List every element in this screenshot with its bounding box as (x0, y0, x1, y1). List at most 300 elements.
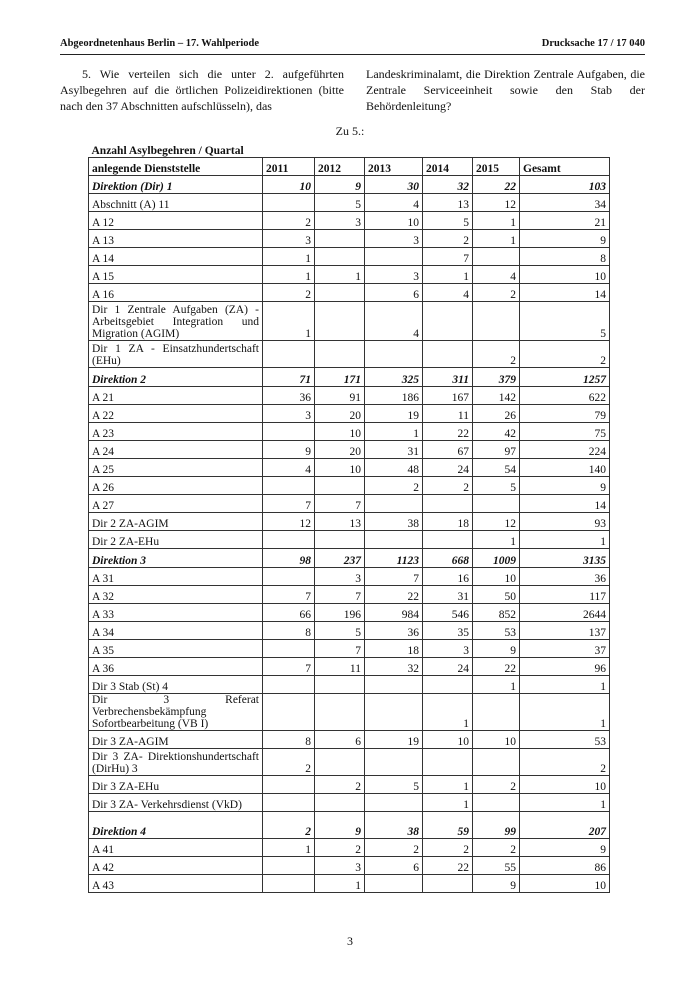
cell-value: 3 (365, 230, 423, 248)
cell-value: 379 (473, 368, 520, 387)
cell-value: 7 (263, 658, 315, 676)
table-row (89, 857, 610, 875)
cell-value: 6 (365, 857, 423, 875)
table-row (89, 230, 610, 248)
row-label: A 23 (89, 423, 263, 441)
cell-value: 59 (423, 812, 473, 839)
cell-value: 9 (315, 812, 365, 839)
table-row (89, 622, 610, 640)
cell-value: 22 (423, 857, 473, 875)
cell-value (263, 794, 315, 812)
cell-value: 14 (520, 284, 610, 302)
cell-value: 3 (315, 212, 365, 230)
cell-value: 8 (263, 731, 315, 749)
cell-value: 1 (263, 266, 315, 284)
cell-value (315, 477, 365, 495)
cell-value: 4 (365, 302, 423, 341)
column-header: 2013 (365, 158, 423, 176)
row-label: A 35 (89, 640, 263, 658)
cell-value: 237 (315, 549, 365, 568)
cell-value: 7 (315, 495, 365, 513)
cell-value (315, 284, 365, 302)
row-label: A 41 (89, 839, 263, 857)
cell-value: 9 (473, 640, 520, 658)
cell-value: 984 (365, 604, 423, 622)
table-row (89, 266, 610, 284)
cell-value: 2 (473, 284, 520, 302)
question-text-right (366, 66, 645, 114)
cell-value: 6 (365, 284, 423, 302)
cell-value (365, 341, 423, 368)
question-text-left (60, 66, 344, 114)
table-row (89, 477, 610, 495)
cell-value: 1 (263, 302, 315, 341)
cell-value: 3135 (520, 549, 610, 568)
table-row (89, 676, 610, 694)
row-label: Direktion 2 (89, 368, 263, 387)
cell-value: 3 (263, 405, 315, 423)
cell-value: 34 (520, 194, 610, 212)
cell-value: 2 (263, 212, 315, 230)
row-label: Direktion 3 (89, 549, 263, 568)
cell-value: 4 (473, 266, 520, 284)
row-label: A 32 (89, 586, 263, 604)
table-row (89, 568, 610, 586)
cell-value (473, 248, 520, 266)
cell-value: 38 (365, 812, 423, 839)
table-title-row (89, 140, 610, 158)
row-label: A 16 (89, 284, 263, 302)
row-label: Dir 3 ZA- Direktionshundertschaft (DirHu) 3 (89, 749, 263, 776)
cell-value: 10 (520, 875, 610, 893)
row-label: Direktion 4 (89, 812, 263, 839)
cell-value (315, 694, 365, 731)
cell-value: 97 (473, 441, 520, 459)
question-number: 5. (82, 67, 91, 81)
cell-value (365, 531, 423, 549)
cell-value: 2 (263, 284, 315, 302)
table-row (89, 194, 610, 212)
cell-value: 224 (520, 441, 610, 459)
cell-value: 2 (263, 749, 315, 776)
cell-value: 32 (365, 658, 423, 676)
cell-value: 10 (315, 423, 365, 441)
cell-value: 53 (520, 731, 610, 749)
table-row (89, 513, 610, 531)
cell-value: 546 (423, 604, 473, 622)
table-row (89, 248, 610, 266)
table-row (89, 368, 610, 387)
cell-value: 86 (520, 857, 610, 875)
row-label: Dir 3 ZA-EHu (89, 776, 263, 794)
cell-value: 19 (365, 405, 423, 423)
cell-value: 5 (520, 302, 610, 341)
cell-value: 48 (365, 459, 423, 477)
page-number: 3 (347, 934, 353, 948)
row-label: A 14 (89, 248, 263, 266)
page-header (60, 38, 645, 55)
cell-value: 3 (263, 230, 315, 248)
cell-value: 37 (520, 640, 610, 658)
cell-value (263, 477, 315, 495)
cell-value: 1 (263, 839, 315, 857)
cell-value: 10 (423, 731, 473, 749)
cell-value: 10 (473, 568, 520, 586)
column-header: 2012 (315, 158, 365, 176)
cell-value: 7 (423, 248, 473, 266)
cell-value (365, 694, 423, 731)
cell-value: 196 (315, 604, 365, 622)
cell-value: 852 (473, 604, 520, 622)
cell-value: 24 (423, 658, 473, 676)
cell-value (365, 749, 423, 776)
cell-value: 10 (365, 212, 423, 230)
cell-value: 5 (365, 776, 423, 794)
cell-value: 22 (473, 176, 520, 194)
cell-value: 36 (365, 622, 423, 640)
cell-value: 16 (423, 568, 473, 586)
cell-value: 2 (365, 839, 423, 857)
cell-value: 10 (473, 731, 520, 749)
cell-value (263, 776, 315, 794)
cell-value: 96 (520, 658, 610, 676)
cell-value: 668 (423, 549, 473, 568)
cell-value: 2644 (520, 604, 610, 622)
cell-value: 207 (520, 812, 610, 839)
cell-value: 79 (520, 405, 610, 423)
table-row (89, 604, 610, 622)
cell-value: 6 (315, 731, 365, 749)
table-row (89, 176, 610, 194)
cell-value: 1009 (473, 549, 520, 568)
header-parliament: Abgeordnetenhaus Berlin – 17. Wahlperiode (60, 38, 260, 49)
cell-value (423, 676, 473, 694)
column-header: 2011 (263, 158, 315, 176)
cell-value: 2 (473, 776, 520, 794)
cell-value: 22 (365, 586, 423, 604)
table-row (89, 405, 610, 423)
cell-value (423, 749, 473, 776)
cell-value: 32 (423, 176, 473, 194)
cell-value: 11 (423, 405, 473, 423)
table-row (89, 640, 610, 658)
cell-value (423, 495, 473, 513)
row-label: A 31 (89, 568, 263, 586)
cell-value (365, 495, 423, 513)
table-row (89, 549, 610, 568)
cell-value: 7 (263, 495, 315, 513)
cell-value (263, 194, 315, 212)
cell-value: 12 (473, 194, 520, 212)
cell-value: 13 (315, 513, 365, 531)
table-row (89, 749, 610, 776)
cell-value: 4 (365, 194, 423, 212)
cell-value: 8 (520, 248, 610, 266)
row-label: A 26 (89, 477, 263, 495)
cell-value: 3 (423, 640, 473, 658)
cell-value: 71 (263, 368, 315, 387)
cell-value: 140 (520, 459, 610, 477)
cell-value (315, 749, 365, 776)
cell-value: 12 (263, 513, 315, 531)
cell-value (315, 531, 365, 549)
cell-value (315, 341, 365, 368)
cell-value: 22 (423, 423, 473, 441)
cell-value: 5 (315, 622, 365, 640)
cell-value (473, 749, 520, 776)
cell-value (473, 794, 520, 812)
cell-value (365, 875, 423, 893)
asylum-requests-table (88, 140, 610, 893)
cell-value: 1 (365, 423, 423, 441)
row-label: A 25 (89, 459, 263, 477)
table-row (89, 284, 610, 302)
cell-value: 26 (473, 405, 520, 423)
cell-value (423, 302, 473, 341)
cell-value: 98 (263, 549, 315, 568)
row-label: A 22 (89, 405, 263, 423)
header-document-number: Drucksache 17 / 17 040 (541, 38, 645, 49)
cell-value: 24 (423, 459, 473, 477)
cell-value: 7 (315, 586, 365, 604)
cell-value: 99 (473, 812, 520, 839)
cell-value: 14 (520, 495, 610, 513)
cell-value: 9 (520, 230, 610, 248)
question-text-right-body: Landeskriminalamt, die Direktion Zentrale Aufgaben, die Zentrale Serviceeinheit sowie den Stab der Behördenleitung? (366, 67, 645, 113)
row-label: A 13 (89, 230, 263, 248)
cell-value (315, 794, 365, 812)
table-row (89, 495, 610, 513)
cell-value: 2 (520, 749, 610, 776)
cell-value: 4 (263, 459, 315, 477)
table-row (89, 387, 610, 405)
row-label: Dir 1 Zentrale Aufgaben (ZA) - Arbeitsgebiet Integration und Migration (AGIM) (89, 302, 263, 341)
row-label: A 43 (89, 875, 263, 893)
cell-value: 66 (263, 604, 315, 622)
cell-value: 93 (520, 513, 610, 531)
cell-value: 21 (520, 212, 610, 230)
cell-value: 10 (520, 266, 610, 284)
cell-value: 30 (365, 176, 423, 194)
cell-value: 20 (315, 441, 365, 459)
table-row (89, 875, 610, 893)
cell-value: 9 (520, 477, 610, 495)
table-row (89, 731, 610, 749)
cell-value (263, 568, 315, 586)
table-row (89, 794, 610, 812)
cell-value (315, 676, 365, 694)
cell-value: 1 (423, 794, 473, 812)
cell-value: 1 (423, 694, 473, 731)
row-label: A 24 (89, 441, 263, 459)
table-row (89, 531, 610, 549)
cell-value: 20 (315, 405, 365, 423)
question-text-left-body: Wie verteilen sich die unter 2. aufgeführten Asylbegehren auf die örtlichen Polizeidirektionen (bitte nach den 37 Abschnitten aufschlüsseln), das (60, 67, 344, 113)
row-label: Dir 2 ZA-EHu (89, 531, 263, 549)
table-row (89, 776, 610, 794)
cell-value: 9 (473, 875, 520, 893)
answer-label: Zu 5.: (335, 124, 365, 138)
cell-value: 31 (365, 441, 423, 459)
row-label: Direktion (Dir) 1 (89, 176, 263, 194)
table-row (89, 341, 610, 368)
cell-value: 1 (423, 266, 473, 284)
row-label: A 33 (89, 604, 263, 622)
row-label: Dir 3 ZA-AGIM (89, 731, 263, 749)
cell-value (365, 794, 423, 812)
cell-value: 2 (315, 776, 365, 794)
column-header: 2014 (423, 158, 473, 176)
cell-value: 18 (365, 640, 423, 658)
cell-value: 12 (473, 513, 520, 531)
column-header: anlegende Dienststelle (89, 158, 263, 176)
cell-value (263, 694, 315, 731)
cell-value: 2 (473, 839, 520, 857)
cell-value (315, 248, 365, 266)
cell-value: 54 (473, 459, 520, 477)
cell-value: 311 (423, 368, 473, 387)
cell-value: 1 (315, 875, 365, 893)
cell-value (423, 875, 473, 893)
cell-value (423, 341, 473, 368)
table-row (89, 586, 610, 604)
cell-value (263, 676, 315, 694)
cell-value: 7 (365, 568, 423, 586)
cell-value: 1 (520, 676, 610, 694)
cell-value: 3 (315, 568, 365, 586)
cell-value: 1 (520, 794, 610, 812)
cell-value: 2 (315, 839, 365, 857)
table-header-row (89, 158, 610, 176)
cell-value: 7 (315, 640, 365, 658)
cell-value: 142 (473, 387, 520, 405)
cell-value: 1 (473, 212, 520, 230)
cell-value: 35 (423, 622, 473, 640)
cell-value (315, 230, 365, 248)
cell-value: 18 (423, 513, 473, 531)
table-row (89, 839, 610, 857)
row-label: A 36 (89, 658, 263, 676)
cell-value: 8 (263, 622, 315, 640)
cell-value: 5 (473, 477, 520, 495)
cell-value (263, 875, 315, 893)
cell-value: 9 (520, 839, 610, 857)
cell-value (263, 640, 315, 658)
cell-value: 2 (365, 477, 423, 495)
row-label: Dir 2 ZA-AGIM (89, 513, 263, 531)
row-label: A 15 (89, 266, 263, 284)
cell-value: 67 (423, 441, 473, 459)
cell-value: 22 (473, 658, 520, 676)
cell-value: 55 (473, 857, 520, 875)
cell-value (315, 302, 365, 341)
cell-value: 2 (423, 839, 473, 857)
table-row (89, 812, 610, 839)
row-label: A 27 (89, 495, 263, 513)
cell-value: 117 (520, 586, 610, 604)
row-label: A 12 (89, 212, 263, 230)
table-row (89, 302, 610, 341)
cell-value: 137 (520, 622, 610, 640)
cell-value: 5 (315, 194, 365, 212)
cell-value: 19 (365, 731, 423, 749)
cell-value: 2 (423, 230, 473, 248)
row-label: Dir 3 ZA- Verkehrsdienst (VkD) (89, 794, 263, 812)
cell-value: 38 (365, 513, 423, 531)
column-header: Gesamt (520, 158, 610, 176)
cell-value: 2 (423, 477, 473, 495)
cell-value: 4 (423, 284, 473, 302)
cell-value: 186 (365, 387, 423, 405)
cell-value (263, 857, 315, 875)
cell-value: 2 (520, 341, 610, 368)
cell-value: 31 (423, 586, 473, 604)
cell-value: 91 (315, 387, 365, 405)
cell-value: 11 (315, 658, 365, 676)
cell-value: 167 (423, 387, 473, 405)
cell-value: 3 (365, 266, 423, 284)
cell-value: 1257 (520, 368, 610, 387)
table-row (89, 212, 610, 230)
row-label: Dir 1 ZA - Einsatzhundertschaft (EHu) (89, 341, 263, 368)
cell-value (473, 694, 520, 731)
row-label: A 21 (89, 387, 263, 405)
cell-value: 9 (263, 441, 315, 459)
table-row (89, 459, 610, 477)
cell-value: 171 (315, 368, 365, 387)
cell-value: 622 (520, 387, 610, 405)
row-label: Dir 3 Stab (St) 4 (89, 676, 263, 694)
cell-value: 13 (423, 194, 473, 212)
cell-value (473, 302, 520, 341)
cell-value: 53 (473, 622, 520, 640)
cell-value: 1123 (365, 549, 423, 568)
cell-value: 75 (520, 423, 610, 441)
cell-value (263, 423, 315, 441)
table-row (89, 441, 610, 459)
cell-value: 1 (315, 266, 365, 284)
table-row (89, 658, 610, 676)
cell-value: 2 (263, 812, 315, 839)
cell-value: 1 (473, 531, 520, 549)
row-label: A 42 (89, 857, 263, 875)
cell-value (263, 531, 315, 549)
cell-value: 325 (365, 368, 423, 387)
cell-value (263, 341, 315, 368)
cell-value (473, 495, 520, 513)
cell-value: 1 (263, 248, 315, 266)
cell-value: 36 (520, 568, 610, 586)
table-row (89, 694, 610, 731)
cell-value: 7 (263, 586, 315, 604)
cell-value: 9 (315, 176, 365, 194)
cell-value: 42 (473, 423, 520, 441)
row-label: Dir 3 Referat Verbrechensbekämpfung Sofortbearbeitung (VB I) (89, 694, 263, 731)
cell-value: 10 (263, 176, 315, 194)
cell-value: 2 (473, 341, 520, 368)
table-title: Anzahl Asylbegehren / Quartal (89, 140, 610, 158)
cell-value: 3 (315, 857, 365, 875)
cell-value: 5 (423, 212, 473, 230)
cell-value: 1 (423, 776, 473, 794)
cell-value: 1 (520, 531, 610, 549)
cell-value: 103 (520, 176, 610, 194)
cell-value: 1 (473, 230, 520, 248)
cell-value (365, 676, 423, 694)
cell-value (365, 248, 423, 266)
column-header: 2015 (473, 158, 520, 176)
row-label: Abschnitt (A) 11 (89, 194, 263, 212)
